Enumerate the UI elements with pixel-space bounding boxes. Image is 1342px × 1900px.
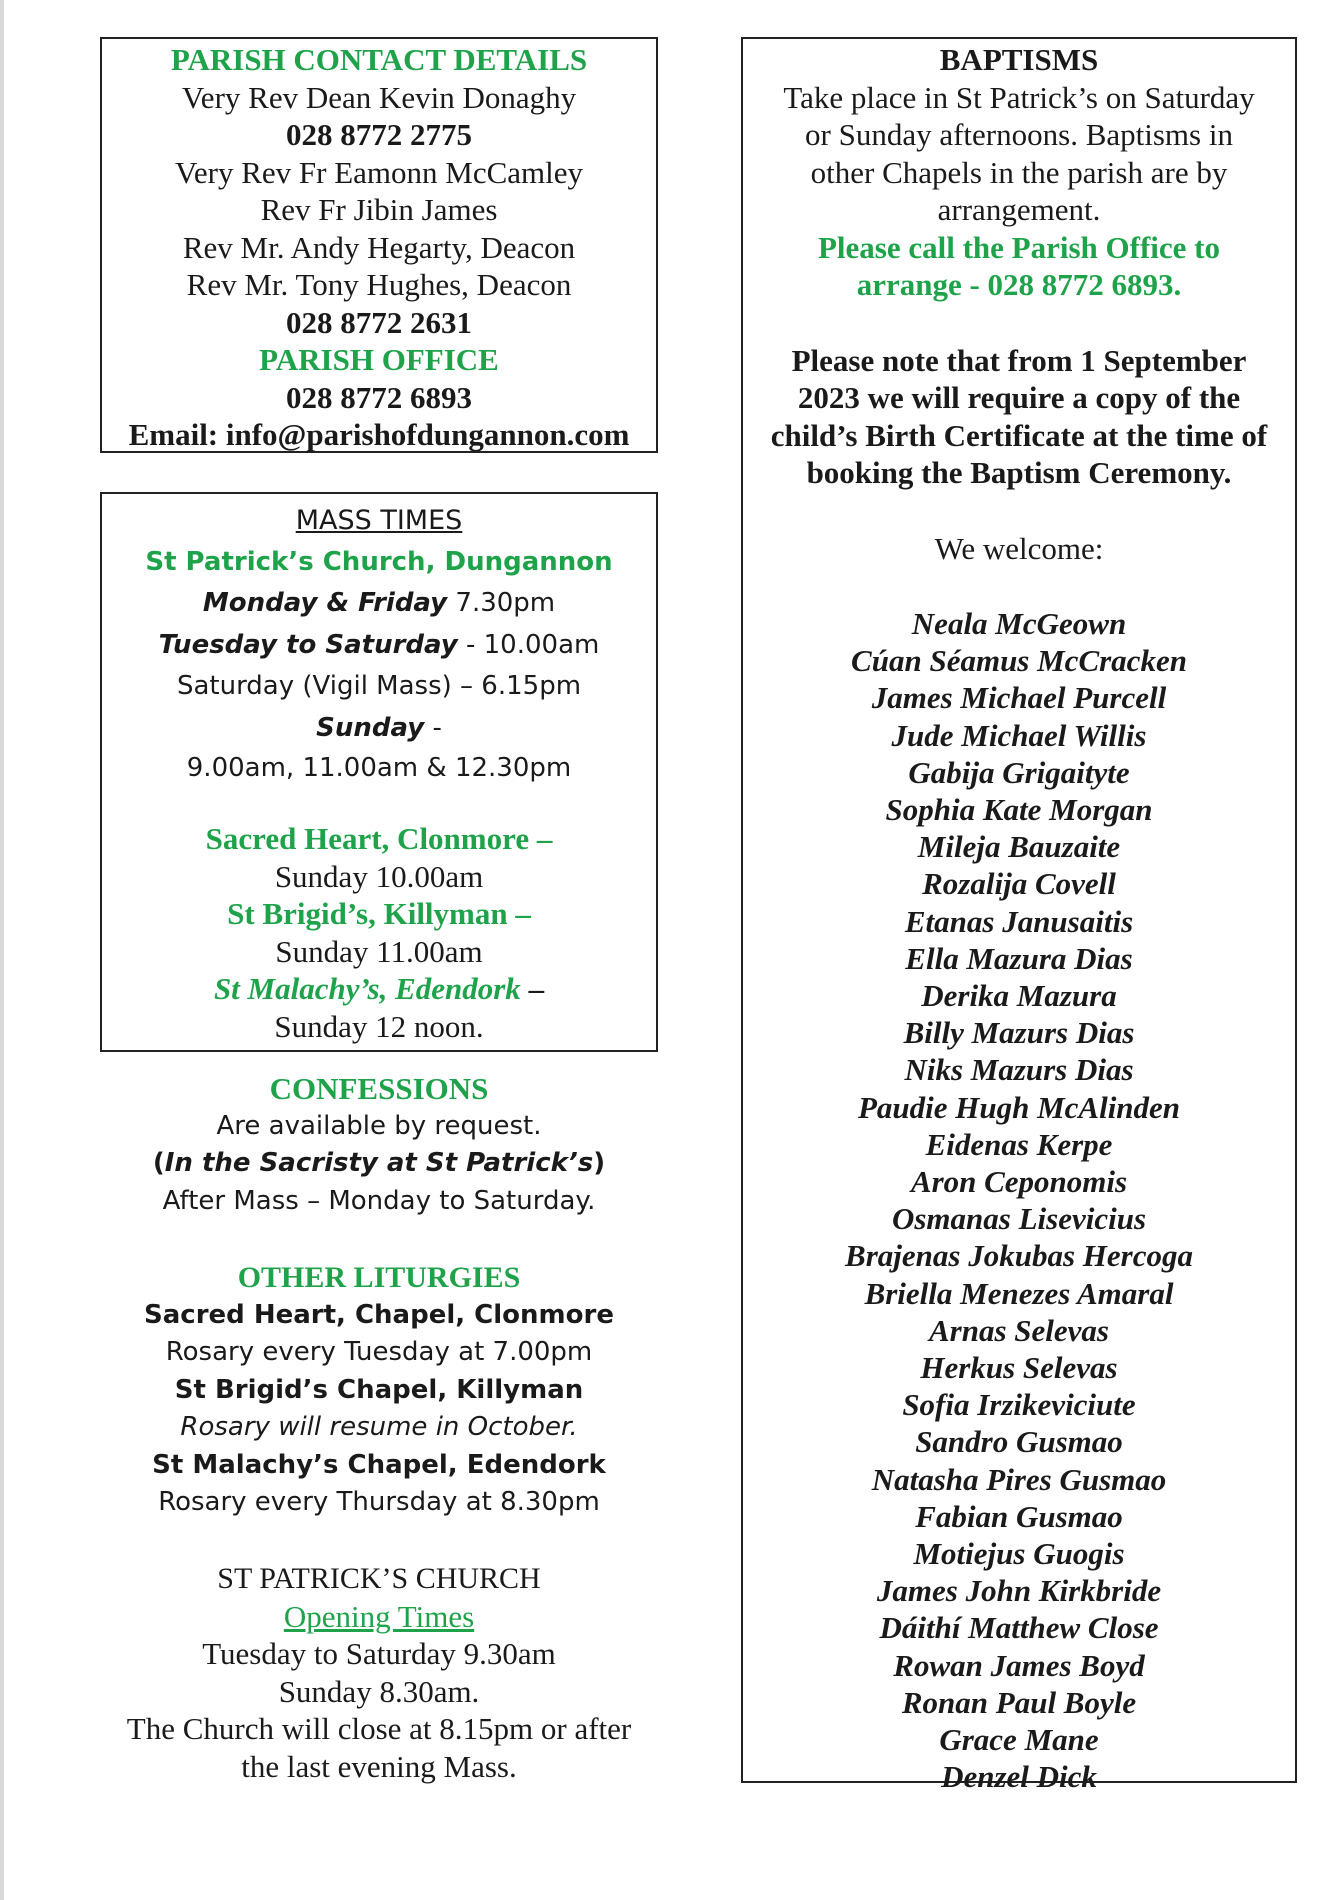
baptism-name: Sophia Kate Morgan <box>885 792 1153 828</box>
spacer <box>743 304 1295 342</box>
mass-time-row <box>102 583 656 625</box>
baptisms-note-line: Please note that from 1 September <box>791 342 1247 378</box>
baptism-name: Niks Mazurs Dias <box>904 1052 1134 1088</box>
baptism-name: Billy Mazurs Dias <box>903 1015 1135 1051</box>
contact-phone: 028 8772 2775 <box>286 117 472 152</box>
spacer <box>102 784 656 820</box>
chapel-row <box>102 970 656 1008</box>
confessions-line: After Mass – Monday to Saturday. <box>162 1185 596 1216</box>
liturgy-chapel: Sacred Heart, Chapel, Clonmore <box>144 1299 614 1330</box>
baptism-name: Dáithí Matthew Close <box>879 1610 1159 1646</box>
baptisms-note-line: 2023 we will require a copy of the <box>797 380 1241 415</box>
spacer <box>743 492 1295 530</box>
baptism-name: Ella Mazura Dias <box>905 940 1133 976</box>
baptism-name: Natasha Pires Gusmao <box>871 1461 1167 1497</box>
chapel-time: Sunday 10.00am <box>274 858 484 894</box>
baptism-name: James John Kirkbride <box>876 1573 1162 1609</box>
contact-line: Rev Fr Jibin James <box>260 192 498 227</box>
parish-office-phone: 028 8772 6893 <box>286 379 472 415</box>
paren: ) <box>593 1148 606 1178</box>
chapel-time: Sunday 12 noon. <box>274 1008 484 1044</box>
baptism-name: Ronan Paul Boyle <box>901 1684 1137 1720</box>
baptisms-call-line: arrange - 028 8772 6893. <box>856 267 1182 302</box>
liturgy-rosary: Rosary every Tuesday at 7.00pm <box>165 1337 593 1367</box>
mass-time: - <box>424 712 442 743</box>
baptisms-call-line: Please call the Parish Office to <box>817 229 1221 265</box>
baptism-name: Gabija Grigaityte <box>908 754 1130 790</box>
baptisms-box <box>741 37 1297 1795</box>
baptism-name: Paudie Hugh McAlinden <box>857 1089 1181 1125</box>
mass-times-box <box>100 492 658 1052</box>
baptism-name: Derika Mazura <box>921 978 1117 1014</box>
contact-line: Rev Mr. Tony Hughes, Deacon <box>186 267 572 302</box>
mass-day: Monday & Friday <box>202 588 448 618</box>
contact-line: Rev Mr. Andy Hegarty, Deacon <box>182 229 576 265</box>
chapel-time: Sunday 11.00am <box>275 933 483 969</box>
baptism-name: Mileja Bauzaite <box>917 829 1121 865</box>
baptism-name: Neala McGeown <box>911 606 1127 641</box>
baptism-name: Rozalija Covell <box>922 866 1116 902</box>
mass-day: Tuesday to Saturday <box>158 629 458 660</box>
baptisms-note-line: booking the Baptism Ceremony. <box>806 455 1232 490</box>
opening-times-section <box>100 1560 658 1785</box>
baptism-name: Fabian Gusmao <box>915 1498 1123 1534</box>
contact-phone: 028 8772 2631 <box>286 304 472 340</box>
baptism-name: Grace Mane <box>939 1722 1099 1758</box>
baptisms-note-line: child’s Birth Certificate at the time of <box>770 417 1268 453</box>
baptism-name: Jude Michael Willis <box>891 717 1147 753</box>
liturgies-title: OTHER LITURGIES <box>237 1261 521 1294</box>
chapel-name: St Brigid’s, Killyman – <box>227 896 531 931</box>
page-left-edge <box>0 0 4 1900</box>
chapel-name: Sacred Heart, Clonmore – <box>205 821 553 856</box>
mass-times-title: MASS TIMES <box>295 505 463 536</box>
mass-time-row <box>102 625 656 667</box>
confessions-line: Are available by request. <box>216 1110 542 1141</box>
baptism-name: Cúan Séamus McCracken <box>851 643 1187 679</box>
chapel-name: St Malachy’s, Edendork <box>213 971 521 1006</box>
baptism-name: Briella Menezes Amaral <box>864 1275 1174 1311</box>
confessions-location: In the Sacristy at St Patrick’s <box>164 1148 594 1178</box>
contact-title: PARISH CONTACT DETAILS <box>170 42 588 77</box>
opening-line: the last evening Mass. <box>241 1748 517 1784</box>
baptism-name: Rowan James Boyd <box>893 1647 1145 1683</box>
baptism-name: Motiejus Guogis <box>913 1536 1125 1572</box>
parish-email: Email: info@parishofdungannon.com <box>128 417 630 452</box>
mass-church-name: St Patrick’s Church, Dungannon <box>145 546 613 577</box>
baptism-name: Brajenas Jokubas Hercoga <box>845 1238 1193 1274</box>
baptism-name: Etanas Janusaitis <box>904 903 1134 939</box>
baptism-name: Osmanas Lisevicius <box>891 1201 1147 1237</box>
baptisms-info-line: arrangement. <box>937 192 1101 227</box>
baptisms-info-line: or Sunday afternoons. Baptisms in <box>805 117 1233 152</box>
mass-vigil: Saturday (Vigil Mass) – 6.15pm <box>176 671 582 701</box>
opening-line: Tuesday to Saturday 9.30am <box>202 1636 556 1671</box>
opening-line: The Church will close at 8.15pm or after <box>126 1711 632 1746</box>
baptism-name: Denzel Dick <box>941 1759 1097 1795</box>
baptisms-title: BAPTISMS <box>939 42 1099 77</box>
baptism-name: Sofia Irzikeviciute <box>902 1387 1136 1423</box>
baptisms-info-line: other Chapels in the parish are by <box>810 154 1228 190</box>
mass-time: - 10.00am <box>457 629 600 660</box>
mass-time-row <box>102 708 656 750</box>
mass-day: Sunday <box>316 712 425 743</box>
confessions-line <box>100 1145 658 1183</box>
contact-line: Very Rev Fr Eamonn McCamley <box>174 154 584 190</box>
liturgy-rosary: Rosary will resume in October. <box>180 1412 578 1442</box>
opening-line: Sunday 8.30am. <box>278 1673 480 1709</box>
baptism-name: James Michael Purcell <box>871 680 1167 716</box>
chapel-dash: – <box>520 971 545 1006</box>
baptism-name: Sandro Gusmao <box>915 1424 1123 1460</box>
baptisms-info-line: Take place in St Patrick’s on Saturday <box>783 79 1255 115</box>
mass-sunday-times: 9.00am, 11.00am & 12.30pm <box>186 753 572 783</box>
parish-office-title: PARISH OFFICE <box>259 342 499 377</box>
baptism-name: Arnas Selevas <box>929 1312 1109 1348</box>
confessions-title: CONFESSIONS <box>269 1071 489 1106</box>
spacer <box>743 567 1295 605</box>
baptism-name: Eidenas Kerpe <box>925 1126 1113 1162</box>
baptism-name: Herkus Selevas <box>920 1350 1118 1386</box>
parish-contact-box <box>100 37 658 453</box>
baptism-name: Aron Ceponomis <box>910 1164 1128 1200</box>
opening-subtitle: Opening Times <box>283 1598 475 1634</box>
baptism-names-list <box>743 605 1295 1796</box>
liturgy-chapel: St Brigid’s Chapel, Killyman <box>174 1374 584 1405</box>
other-liturgies-section <box>100 1259 658 1522</box>
opening-title: ST PATRICK’S CHURCH <box>217 1562 541 1595</box>
liturgy-rosary: Rosary every Thursday at 8.30pm <box>158 1487 600 1517</box>
liturgy-chapel: St Malachy’s Chapel, Edendork <box>152 1449 606 1480</box>
confessions-section <box>100 1070 658 1220</box>
baptisms-welcome: We welcome: <box>934 530 1104 566</box>
mass-time: 7.30pm <box>447 588 556 618</box>
contact-line: Very Rev Dean Kevin Donaghy <box>181 79 577 115</box>
paren: ( <box>152 1148 165 1178</box>
